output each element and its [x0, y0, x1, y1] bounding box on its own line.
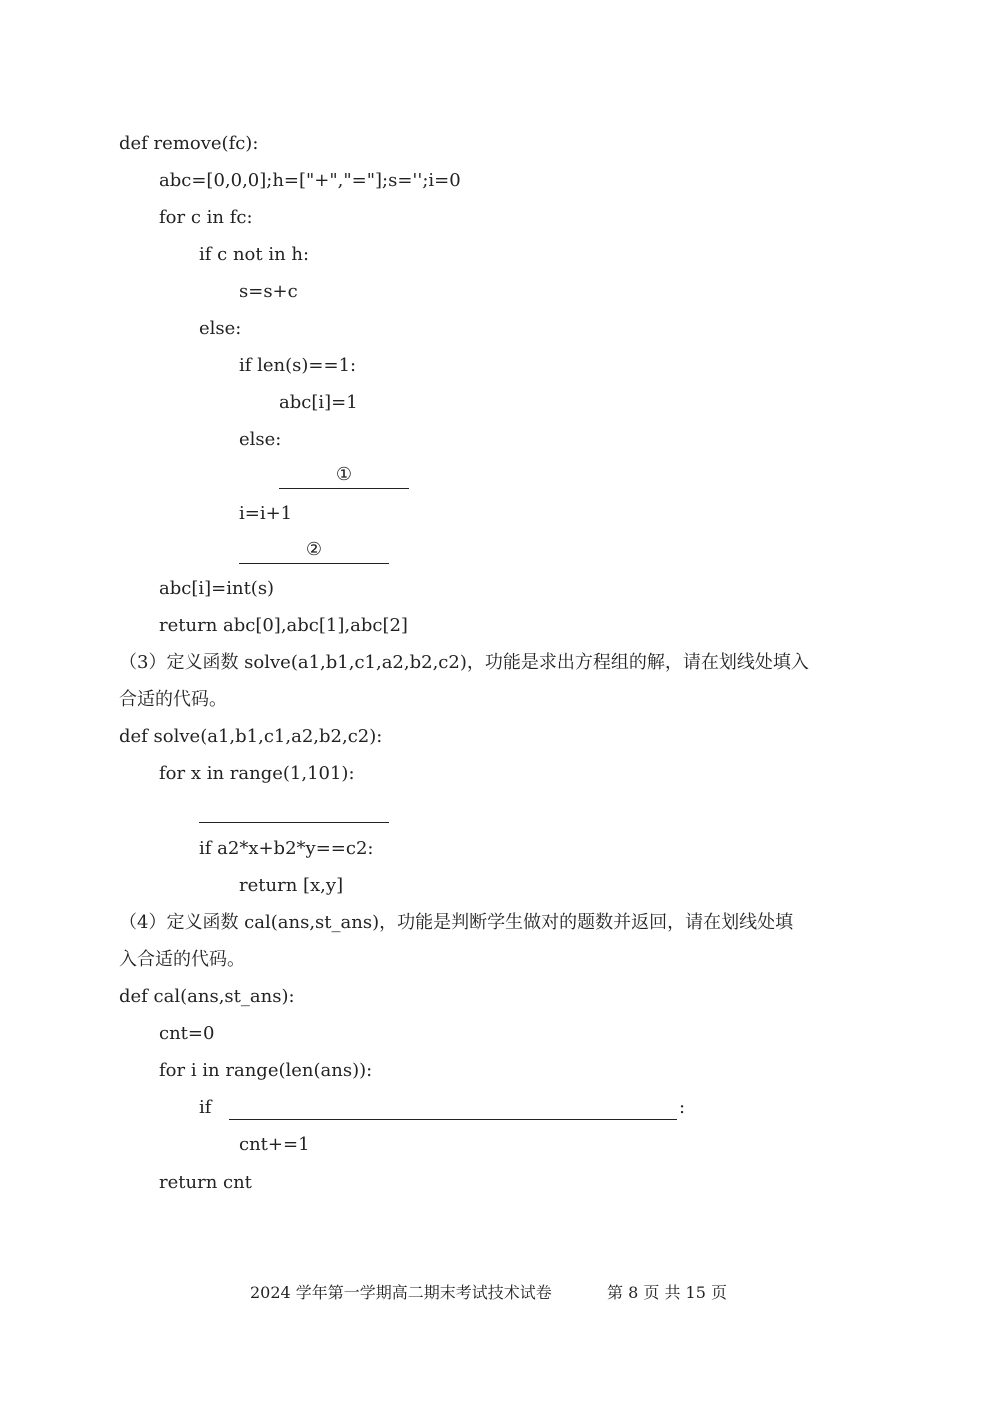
code-if-not-in: if c not in h: [199, 244, 310, 265]
code-if-keyword: if [199, 1097, 212, 1118]
code-final-assign: abc[i]=int(s) [159, 578, 275, 599]
fill-blank-1[interactable] [279, 462, 409, 489]
code-assign-one: abc[i]=1 [279, 392, 358, 413]
code-for-i: for i in range(len(ans)): [159, 1060, 373, 1081]
code-return-cnt: return cnt [159, 1172, 252, 1193]
code-if-equation: if a2*x+b2*y==c2: [199, 838, 374, 859]
code-concat: s=s+c [239, 281, 298, 302]
code-def-cal: def cal(ans,st_ans): [119, 986, 295, 1007]
fill-blank-2[interactable] [239, 537, 389, 564]
code-def-remove: def remove(fc): [119, 133, 259, 154]
code-if-colon: : [679, 1097, 686, 1118]
blank-2-mark: ② [305, 539, 323, 560]
code-return-xy: return [x,y] [239, 875, 344, 896]
fill-blank-solve[interactable] [199, 796, 389, 823]
question-4-text-cont: 入合适的代码。 [119, 949, 245, 970]
code-else-inner: else: [239, 429, 282, 450]
question-4-text: （4）定义函数 cal(ans,st_ans)，功能是判断学生做对的题数并返回，请在划线处填 [119, 912, 794, 933]
code-for-x: for x in range(1,101): [159, 763, 355, 784]
code-cnt-incr: cnt+=1 [239, 1134, 310, 1155]
code-if-len: if len(s)==1: [239, 355, 357, 376]
code-cnt-init: cnt=0 [159, 1023, 215, 1044]
blank-1-mark: ① [335, 464, 353, 485]
footer-exam-title: 2024 学年第一学期高二期末考试技术试卷 [250, 1283, 552, 1302]
code-init: abc=[0,0,0];h=["+","="];s='';i=0 [159, 170, 461, 191]
code-for-c: for c in fc: [159, 207, 253, 228]
code-return-abc: return abc[0],abc[1],abc[2] [159, 615, 408, 636]
footer-page-info: 第 8 页 共 15 页 [607, 1283, 727, 1302]
fill-blank-cal[interactable] [229, 1093, 677, 1120]
code-incr-i: i=i+1 [239, 503, 293, 524]
question-3-text-cont: 合适的代码。 [119, 689, 227, 710]
code-def-solve: def solve(a1,b1,c1,a2,b2,c2): [119, 726, 383, 747]
code-else-outer: else: [199, 318, 242, 339]
question-3-text: （3）定义函数 solve(a1,b1,c1,a2,b2,c2)，功能是求出方程组的解，请在划线处填入 [119, 652, 809, 673]
